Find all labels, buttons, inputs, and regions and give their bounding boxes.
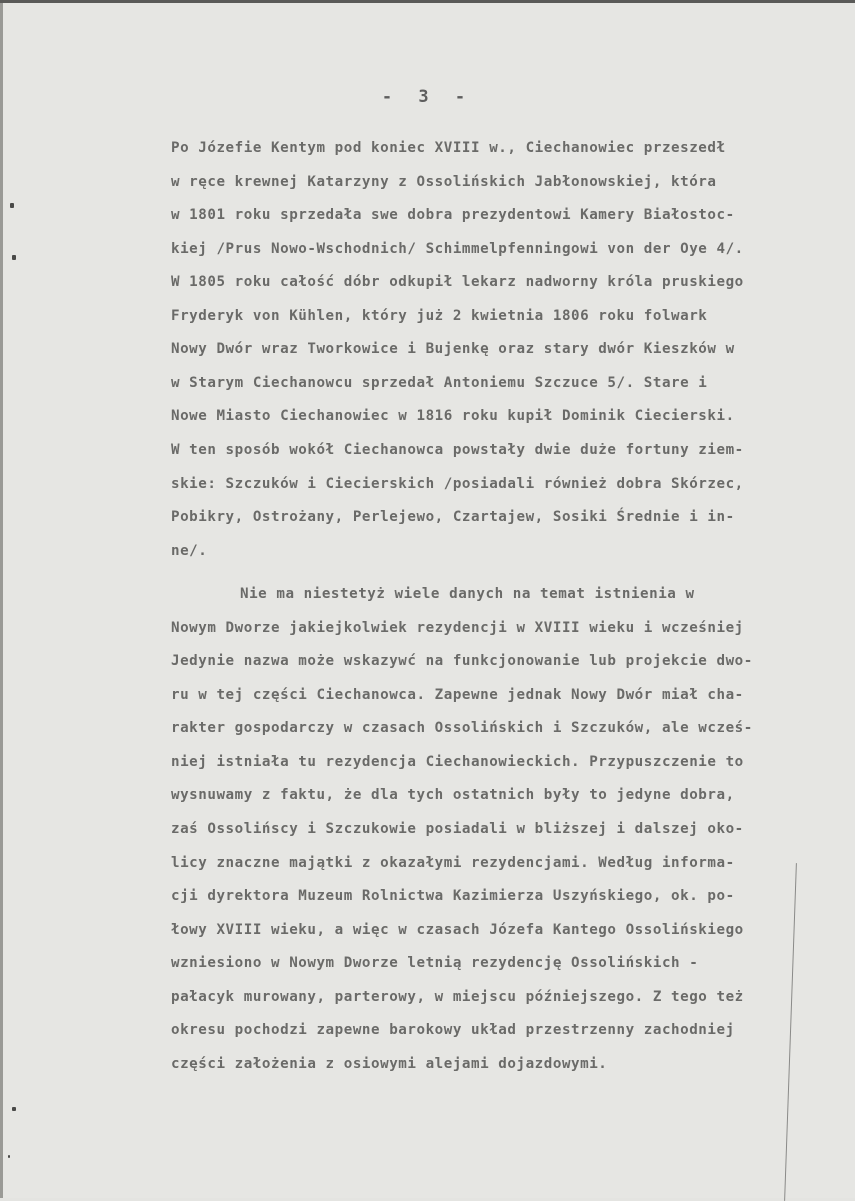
text-line: Po Józefie Kentym pod koniec XVIII w., Ciechanowiec przeszedł: [171, 140, 726, 156]
text-line: łowy XVIII wieku, a więc w czasach Józefa Kantego Ossolińskiego: [171, 922, 744, 938]
margin-mark: [10, 203, 14, 208]
text-line: licy znaczne majątki z okazałymi rezydencjami. Według informa-: [171, 855, 735, 871]
text-line: Nowe Miasto Ciechanowiec w 1816 roku kupił Dominik Ciecierski.: [171, 408, 735, 424]
text-line: kiej /Prus Nowo-Wschodnich/ Schimmelpfenningowi von der Oye 4/.: [171, 241, 744, 257]
text-line: w Starym Ciechanowcu sprzedał Antoniemu Szczuce 5/. Stare i: [171, 375, 708, 391]
text-line: ru w tej części Ciechanowca. Zapewne jednak Nowy Dwór miał cha-: [171, 687, 744, 703]
text-line: Nowym Dworze jakiejkolwiek rezydencji w XVIII wieku i wcześniej: [171, 620, 744, 636]
text-line: pałacyk murowany, parterowy, w miejscu późniejszego. Z tego też: [171, 989, 744, 1005]
margin-mark: [12, 1107, 16, 1111]
text-line: Nie ma niestetyż wiele danych na temat istnienia w: [240, 586, 695, 602]
margin-mark: [8, 1155, 10, 1158]
text-line: skie: Szczuków i Ciecierskich /posiadali również dobra Skórzec,: [171, 476, 744, 492]
margin-mark: [12, 255, 16, 260]
text-line: Jedynie nazwa może wskazywć na funkcjonowanie lub projekcie dwo-: [171, 653, 753, 669]
text-line: Pobikry, Ostrożany, Perlejewo, Czartajew, Sosiki Średnie i in-: [171, 509, 735, 525]
paper-crease-line: [784, 863, 797, 1201]
text-line: ne/.: [171, 543, 208, 559]
text-line: okresu pochodzi zapewne barokowy układ przestrzenny zachodniej: [171, 1022, 735, 1038]
text-line: W ten sposób wokół Ciechanowca powstały dwie duże fortuny ziem-: [171, 442, 744, 458]
page-number: - 3 -: [381, 87, 474, 107]
text-line: Fryderyk von Kühlen, który już 2 kwietnia 1806 roku folwark: [171, 308, 708, 324]
text-line: Nowy Dwór wraz Tworkowice i Bujenkę oraz stary dwór Kieszków w: [171, 341, 735, 357]
text-line: rakter gospodarczy w czasach Ossolińskich i Szczuków, ale wcześ-: [171, 720, 753, 736]
text-line: w 1801 roku sprzedała swe dobra prezydentowi Kamery Białostoc-: [171, 207, 735, 223]
text-line: cji dyrektora Muzeum Rolnictwa Kazimierza Uszyńskiego, ok. po-: [171, 888, 735, 904]
text-line: części założenia z osiowymi alejami dojazdowymi.: [171, 1056, 608, 1072]
text-line: wysnuwamy z faktu, że dla tych ostatnich były to jedyne dobra,: [171, 787, 735, 803]
text-line: wzniesiono w Nowym Dworze letnią rezydencję Ossolińskich -: [171, 955, 699, 971]
text-line: W 1805 roku całość dóbr odkupił lekarz nadworny króla pruskiego: [171, 274, 744, 290]
text-line: w ręce krewnej Katarzyny z Ossolińskich Jabłonowskiej, która: [171, 174, 717, 190]
text-line: niej istniała tu rezydencja Ciechanowieckich. Przypuszczenie to: [171, 754, 744, 770]
text-line: zaś Ossolińscy i Szczukowie posiadali w bliższej i dalszej oko-: [171, 821, 744, 837]
